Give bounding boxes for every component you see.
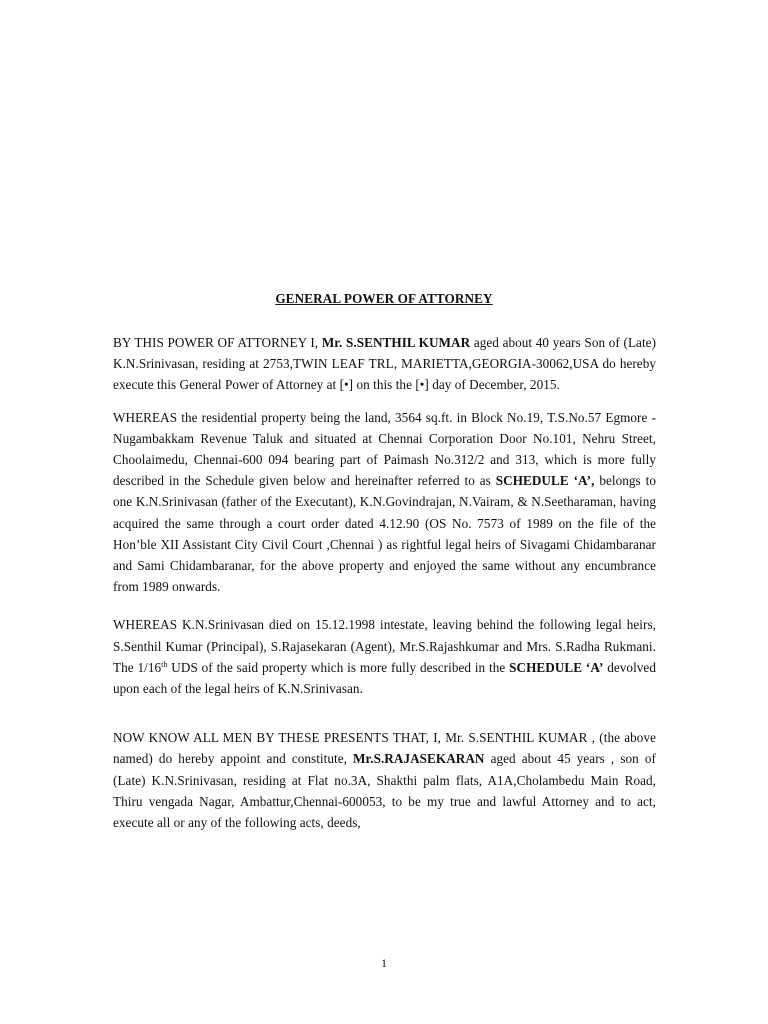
heirs-text-3: devolved upon each of the legal heirs of K.N.Srinivasan. <box>113 659 656 697</box>
document-body <box>113 332 656 833</box>
property-text-1: WHEREAS the residential property being the land, 3564 sq.ft. in Block No.19, T.S.No.57 Egmore - Nugambakkam Revenue Taluk and situated at Chennai Corporation Door No.101, Nehru Street, Choolaimedu, Chennai-600 094 bearing part of Paimash No.312/2 and 313, which is more fully described in the Schedule given below and hereinafter referred to as <box>113 409 656 489</box>
paragraph-spacer <box>113 716 656 727</box>
heirs-text-1: WHEREAS K.N.Srinivasan died on 15.12.1998 intestate, leaving behind the following legal heirs, S.Senthil Kumar (Principal), S.Rajasekaran (Agent), Mr.S.Rajashkumar and Mrs. S.Radha Rukmani. The 1/16 <box>113 617 656 675</box>
document-title: GENERAL POWER OF ATTORNEY <box>275 291 493 306</box>
page-number: 1 <box>381 956 387 970</box>
ordinal-superscript: th <box>161 659 168 669</box>
paragraph-whereas-heirs <box>113 614 656 699</box>
preamble-text-2: aged about 40 years Son of (Late) K.N.Srinivasan, residing at 2753,TWIN LEAF TRL, MARIETTA,GEORGIA-30062,USA do hereby execute this General Power of Attorney at [•] on this the [•] day of December, 2015. <box>113 335 657 393</box>
appointment-text-1: NOW KNOW ALL MEN BY THESE PRESENTS THAT, I, Mr. S.SENTHIL KUMAR , (the above named) do hereby appoint and constitute, <box>113 730 656 767</box>
principal-name: Mr. S.SENTHIL KUMAR <box>321 335 471 350</box>
paragraph-whereas-property <box>113 407 656 598</box>
schedule-a-reference: SCHEDULE ‘A’, <box>495 473 595 489</box>
heirs-text-2: UDS of the said property which is more fully described in the <box>167 659 510 675</box>
paragraph-preamble <box>113 332 656 396</box>
paragraph-spacer <box>113 597 656 614</box>
preamble-text-1: BY THIS POWER OF ATTORNEY I, <box>113 335 322 350</box>
property-text-2: belongs to one K.N.Srinivasan (father of the Executant), K.N.Govindrajan, N.Vairam, & N.Seetharaman, having acquired the same through a court order dated 4.12.90 (OS No. 7573 of 1989 on the file of the Hon’ble XII Assistant City Civil Court ,Chennai ) as rightful legal heirs of Sivagami Chidambaranar and Sami Chidambaranar, for the above property and enjoyed the same without any encumbrance from 1989 onwards. <box>113 473 656 595</box>
schedule-a-reference: SCHEDULE ‘A’ <box>509 659 604 675</box>
appointment-text-2: aged about 45 years , son of (Late) K.N.Srinivasan, residing at Flat no.3A, Shakthi palm flats, A1A,Cholambedu Main Road, Thiru vengada Nagar, Ambattur,Chennai-600053, to be my true and lawful Attorney and to act, execute all or any of the following acts, deeds, <box>113 751 656 831</box>
paragraph-spacer <box>113 396 656 407</box>
paragraph-spacer <box>113 699 656 716</box>
paragraph-appointment <box>113 727 656 833</box>
agent-name: Mr.S.RAJASEKARAN <box>353 751 485 767</box>
